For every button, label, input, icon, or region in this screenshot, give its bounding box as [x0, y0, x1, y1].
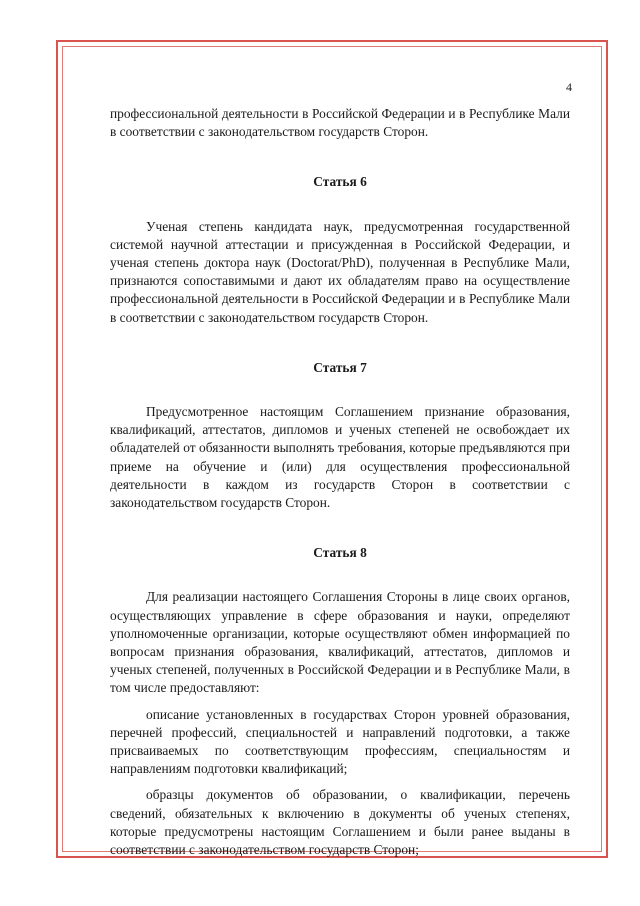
article-7-heading: Статья 7	[313, 359, 367, 375]
article-6-paragraph-1: Ученая степень кандидата наук, предусмотренная государственной системой научной аттестации и присужденная в Российской Федерации, и ученая степень доктора наук (Doctorat/PhD), полученная в Республике Мали, признаются сопоставимыми и дают их обладателям право на осуществление профессиональной деятельности в Российской Федерации и в Республике Мали в соответствии с законодательством государств Сторон.	[110, 218, 570, 325]
article-8-paragraph-1: Для реализации настоящего Соглашения Стороны в лице своих органов, осуществляющих управление в сфере образования и науки, определяют уполномоченные организации, которые осуществляют обмен информацией по вопросам признания образования, квалификаций, аттестатов, дипломов и ученых степеней, полученных в Российской Федерации и в Республике Мали, в том числе предоставляют:	[110, 589, 570, 696]
article-8-list-item-2: образцы документов об образовании, о квалификации, перечень сведений, обязательных к включению в документы об ученых степенях, которые предусмотрены настоящим Соглашением и были ранее выданы в соответствии с законодательством государств Сторон;	[110, 787, 570, 858]
article-8-list-item-1: описание установленных в государствах Сторон уровней образования, перечней профессий, специальностей и направлений подготовки, а также присваиваемых по соответствующим профессиям, специальностям и направлениям подготовки квалификаций;	[110, 706, 570, 777]
page-number: 4	[566, 80, 572, 94]
article-7-paragraph-1: Предусмотренное настоящим Соглашением признание образования, квалификаций, аттестатов, дипломов и ученых степеней не освобождает их обладателей от обязанности выполнять требования, которые предъявляются при приеме на обучение и (или) для осуществления профессиональной деятельности в каждом из государств Сторон в соответствии с законодательством государств Сторон.	[110, 404, 570, 511]
article-6-heading: Статья 6	[313, 174, 367, 190]
continuation-paragraph: профессиональной деятельности в Российской Федерации и в Республике Мали в соответствии с законодательством государств Сторон.	[110, 106, 570, 140]
document-body	[110, 105, 570, 859]
article-8-heading: Статья 8	[313, 545, 367, 561]
